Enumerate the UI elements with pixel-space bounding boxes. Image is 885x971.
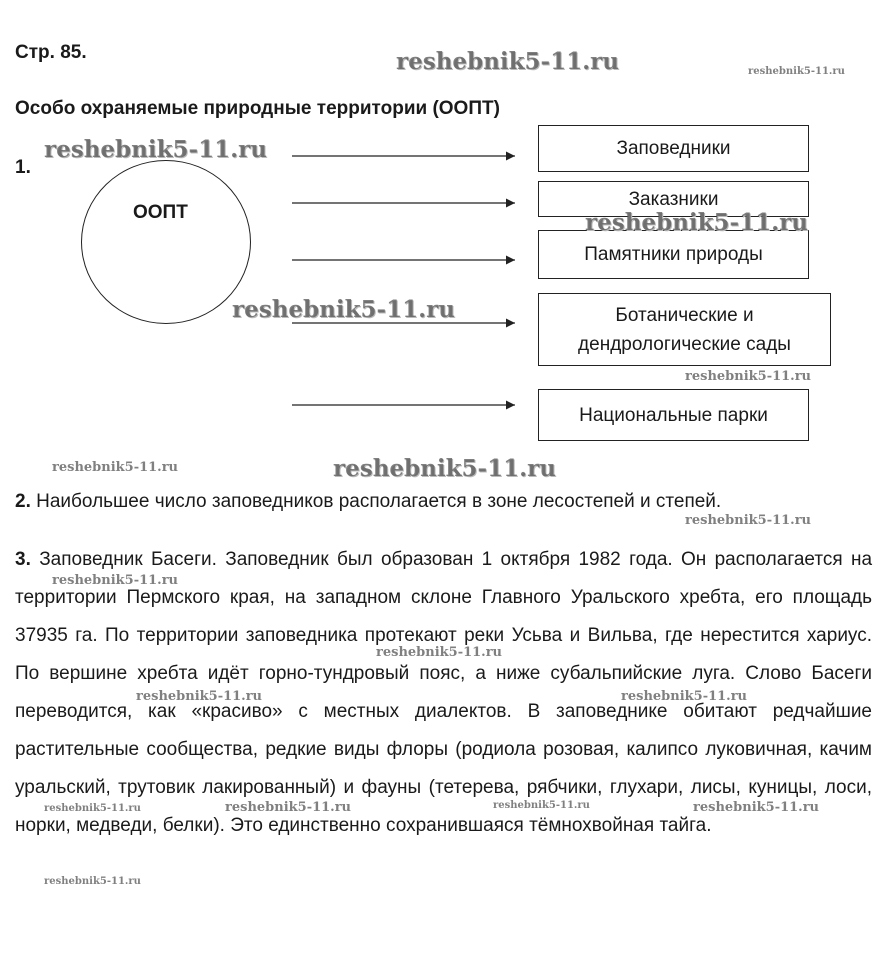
task-2-text: Наибольшее число заповедников располагается в зоне лесостепей и степей. bbox=[36, 491, 722, 512]
page-number: Стр. 85. bbox=[15, 42, 87, 63]
watermark: reshebnik5-11.ru bbox=[396, 48, 619, 75]
category-label: Национальные парки bbox=[579, 404, 768, 426]
category-box-parki bbox=[538, 389, 809, 441]
task-3-number: 3. bbox=[15, 549, 31, 570]
watermark: reshebnik5-11.ru bbox=[685, 369, 812, 384]
category-box-pamyatniki bbox=[538, 230, 809, 279]
watermark: reshebnik5-11.ru bbox=[333, 455, 556, 482]
oopt-label: ООПТ bbox=[133, 202, 188, 223]
page-title: Особо охраняемые природные территории (ООПТ) bbox=[15, 98, 500, 119]
watermark: reshebnik5-11.ru bbox=[685, 513, 812, 528]
task-2-paragraph bbox=[15, 488, 872, 516]
task-3-text: Заповедник Басеги. Заповедник был образован 1 октября 1982 года. Он располагается на территории Пермского края, на западном склоне Главного Уральского хребта, его площадь 37935 га. По территории заповедника протекают реки Усьва и Вильва, где нерестится хариус. По вершине хребта идёт горно-тундровый пояс, а ниже субальпийские луга. Слово Басеги переводится, как «красиво» с местных диалектов. В заповеднике обитают редчайшие растительные сообщества, редкие виды флоры (родиола розовая, калипсо луковичная, качим уральский, трутовик лакированный) и фауны (тетерева, рябчики, глухари, лисы, куницы, лоси, норки, медведи, белки). Это единственно сохранившаяся тёмнохвойная тайга. bbox=[15, 549, 873, 836]
watermark: reshebnik5-11.ru bbox=[493, 800, 590, 811]
task-2-number: 2. bbox=[15, 491, 31, 512]
category-label-line-2: дендрологические сады bbox=[578, 333, 791, 355]
watermark: reshebnik5-11.ru bbox=[52, 573, 179, 588]
watermark: reshebnik5-11.ru bbox=[621, 689, 748, 704]
category-label-line-1: Ботанические и bbox=[615, 304, 754, 326]
category-label: Памятники природы bbox=[584, 244, 763, 265]
watermark: reshebnik5-11.ru bbox=[232, 296, 455, 323]
watermark: reshebnik5-11.ru bbox=[225, 800, 352, 815]
watermark: reshebnik5-11.ru bbox=[52, 460, 179, 475]
watermark: reshebnik5-11.ru bbox=[136, 689, 263, 704]
category-label: Заповедники bbox=[616, 138, 731, 159]
watermark: reshebnik5-11.ru bbox=[693, 800, 820, 815]
task-1-number: 1. bbox=[15, 157, 31, 178]
watermark: reshebnik5-11.ru bbox=[748, 66, 845, 77]
watermark: reshebnik5-11.ru bbox=[44, 803, 141, 814]
watermark: reshebnik5-11.ru bbox=[376, 645, 503, 660]
category-label: Заказники bbox=[628, 188, 719, 210]
watermark: reshebnik5-11.ru bbox=[44, 136, 267, 163]
category-box-sady bbox=[538, 293, 831, 366]
watermark: reshebnik5-11.ru bbox=[585, 209, 808, 236]
category-box-zapovedniki bbox=[538, 125, 809, 172]
watermark: reshebnik5-11.ru bbox=[44, 876, 141, 887]
